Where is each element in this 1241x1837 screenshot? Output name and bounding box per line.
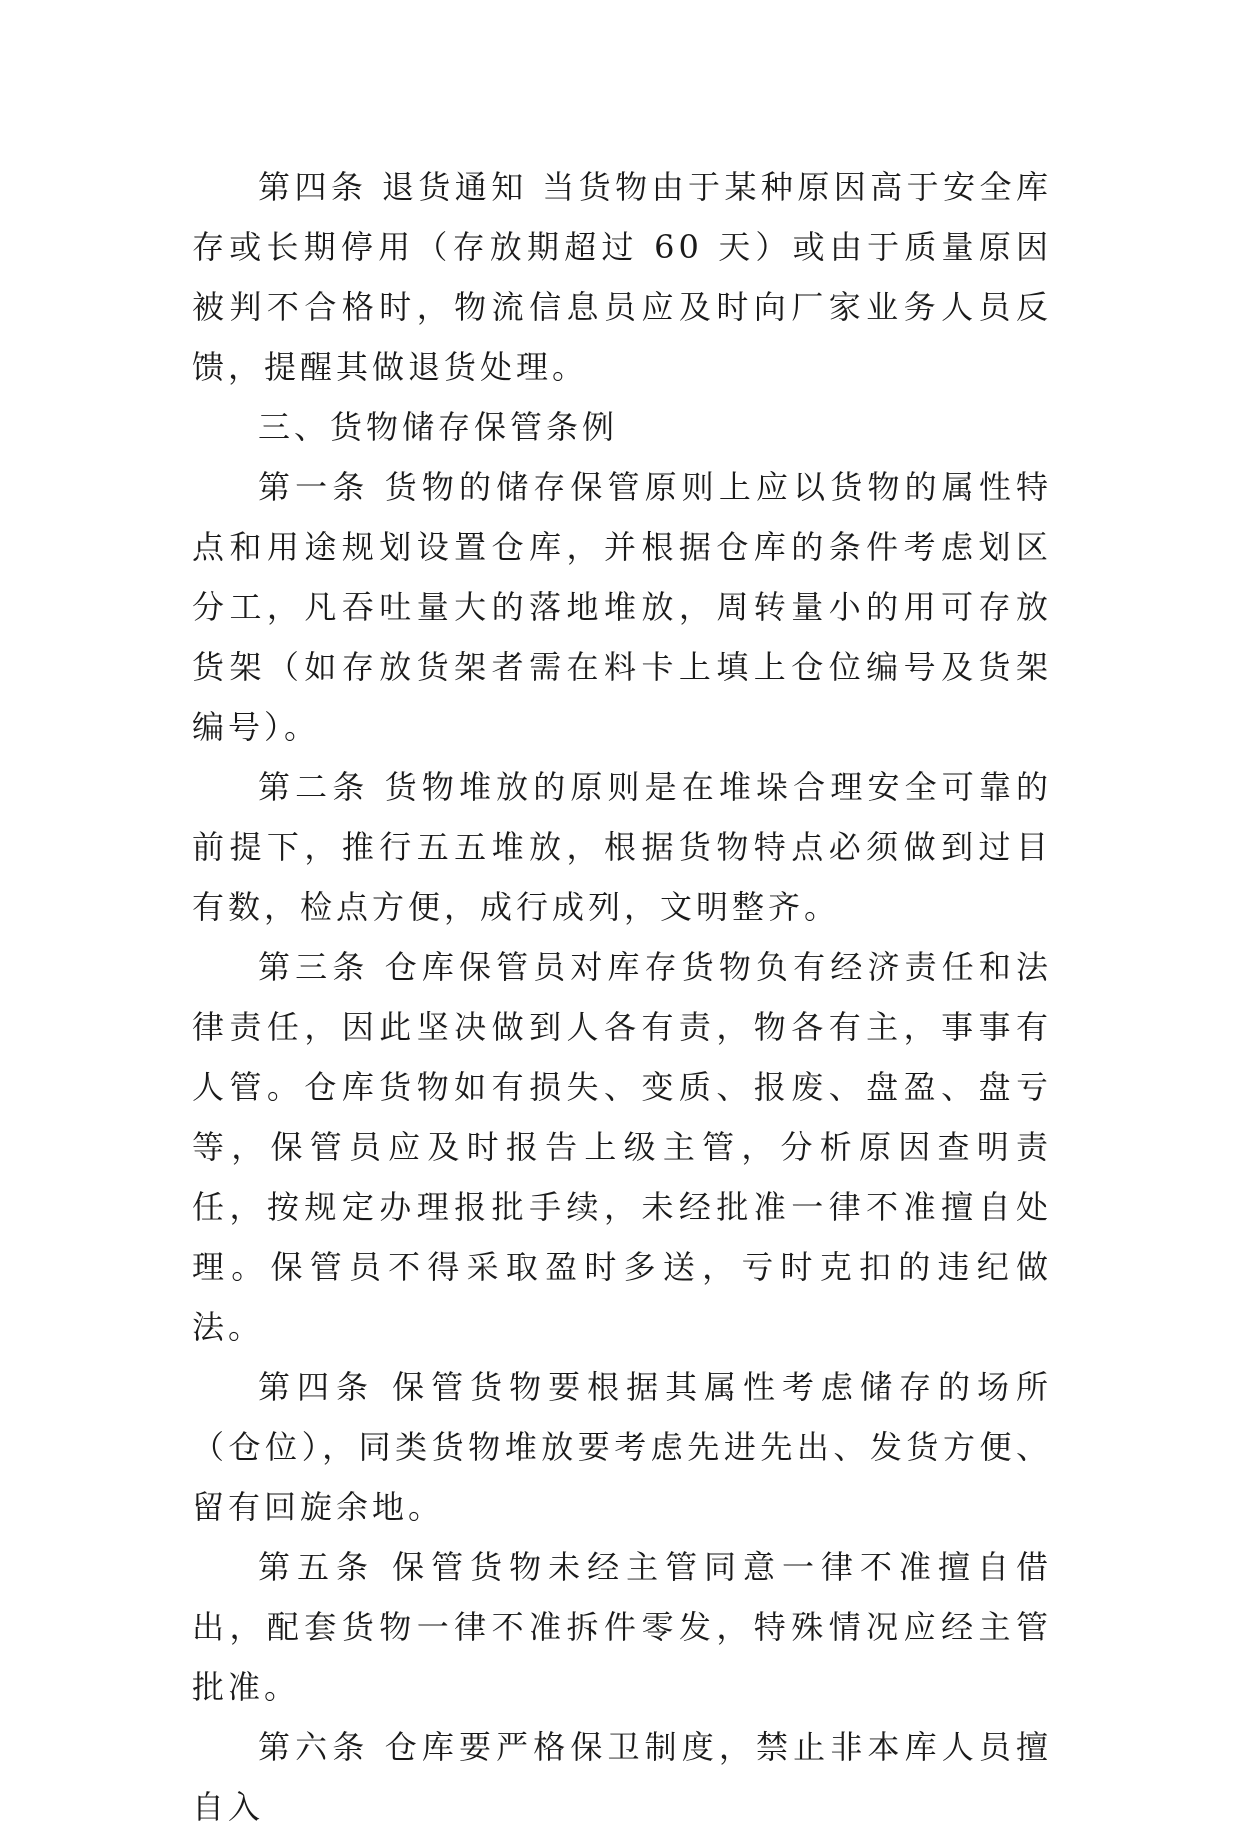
paragraph-article-5: 第五条 保管货物未经主管同意一律不准擅自借出，配套货物一律不准拆件零发，特殊情况应经主管批准。	[192, 1548, 1052, 1706]
paragraph-article-2: 第二条 货物堆放的原则是在堆垛合理安全可靠的前提下，推行五五堆放，根据货物特点必须做到过目有数，检点方便，成行成列，文明整齐。	[192, 768, 1052, 926]
section-heading-storage-rules: 三、货物储存保管条例	[258, 408, 619, 446]
paragraph-article-1: 第一条 货物的储存保管原则上应以货物的属性特点和用途规划设置仓库，并根据仓库的条件考虑划区分工，凡吞吐量大的落地堆放，周转量小的用可存放货架（如存放货架者需在料卡上填上仓位编号及货架编号）。	[192, 468, 1052, 746]
paragraph-article-6: 第六条 仓库要严格保卫制度，禁止非本库人员擅自入	[192, 1728, 1052, 1826]
paragraph-article-3: 第三条 仓库保管员对库存货物负有经济责任和法律责任，因此坚决做到人各有责，物各有主，事事有人管。仓库货物如有损失、变质、报废、盘盈、盘亏等，保管员应及时报告上级主管，分析原因查明责任，按规定办理报批手续，未经批准一律不准擅自处理。保管员不得采取盈时多送，亏时克扣的违纪做法。	[192, 948, 1052, 1346]
paragraph-article-4: 第四条 保管货物要根据其属性考虑储存的场所（仓位），同类货物堆放要考虑先进先出、发货方便、留有回旋余地。	[192, 1368, 1052, 1526]
document-body	[192, 157, 1052, 1837]
paragraph-return-notice: 第四条 退货通知 当货物由于某种原因高于安全库存或长期停用（存放期超过 60 天）或由于质量原因被判不合格时，物流信息员应及时向厂家业务人员反馈，提醒其做退货处理。	[192, 168, 1052, 386]
